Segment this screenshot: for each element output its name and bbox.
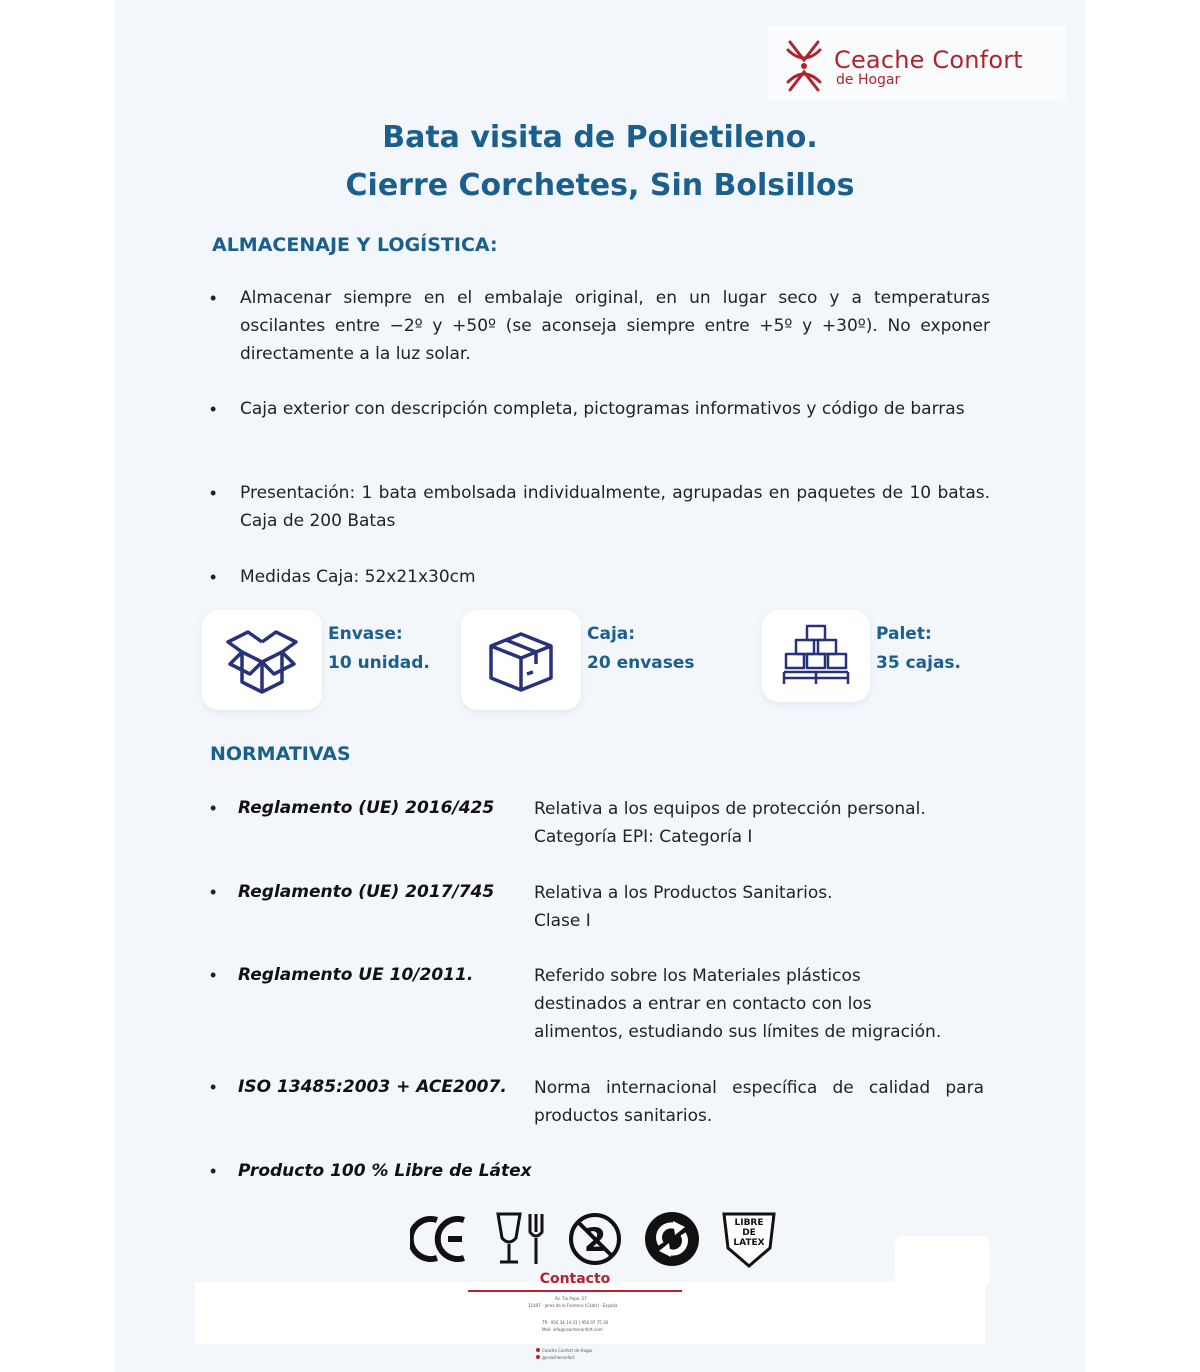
regulation-name: Reglamento (UE) 2016/425 [238,798,495,818]
regulation-line: Categoría EPI: Categoría I [534,827,753,847]
social-icon [536,1348,540,1352]
latex-badge-text: DE [742,1228,756,1238]
regulation-name: Reglamento (UE) 2017/745 [238,882,495,902]
list-item-text: Almacenar siempre en el embalaje original, en un lugar seco y a temperaturas oscilantes entre −2º y +50º (se aconseja siempre entre +5º y +30º). No exponer directamente a la luz solar. [240,288,990,364]
page-title-line2: Cierre Corchetes, Sin Bolsillos [345,168,855,203]
closed-box-icon [481,624,561,696]
latex-badge-text: LATEX [733,1238,765,1248]
regulations-heading: NORMATIVAS [210,743,351,765]
contact-social: Ceache Confort de Hogar [542,1348,593,1353]
regulation-line: alimentos, estudiando sus límites de migración. [534,1022,942,1042]
regulation-description [534,962,984,1046]
bullet-dot: • [210,288,217,308]
packaging-card-envase [202,610,322,710]
food-safe-icon [494,1208,552,1270]
bullet-dot: • [210,1077,217,1097]
contact-phone: Tfl.: 956 34 14 01 | 956 07 75 30 [542,1320,609,1325]
contact-social: @ceacheconfort [542,1355,575,1360]
open-box-icon [222,624,302,696]
brand-tagline: de Hogar [836,72,901,88]
ce-mark-icon [410,1208,468,1270]
pallet-icon [782,622,852,688]
list-item-text: Medidas Caja: 52x21x30cm [240,567,476,587]
regulation-line: Relativa a los equipos de protección personal. [534,799,926,819]
packaging-label: Palet: [876,624,932,644]
packaging-value: 20 envases [587,653,695,673]
page-title-line1: Bata visita de Polietileno. [382,120,818,155]
regulation-line: Clase I [534,911,591,931]
latex-free-icon [720,1208,778,1270]
packaging-label-envase [328,620,430,678]
packaging-value: 35 cajas. [876,653,961,673]
svg-text:2: 2 [583,1221,607,1259]
packaging-label: Envase: [328,624,403,644]
list-item-text: Caja exterior con descripción completa, pictogramas informativos y código de barras [240,399,965,419]
regulation-line: Referido sobre los Materiales plásticos [534,966,861,986]
bullet-dot: • [210,567,217,587]
regulation-name: Reglamento UE 10/2011. [238,965,474,985]
packaging-label: Caja: [587,624,636,644]
contact-title: Contacto [539,1271,611,1287]
contact-divider [468,1290,682,1292]
bullet-dot: • [210,882,217,902]
contact-address: 11407 - Jerez de la Frontera (Cádiz) - España [528,1303,618,1308]
regulation-name: Producto 100 % Libre de Látex [238,1161,532,1181]
bullet-dot: • [210,399,217,419]
brand-name: Ceache Confort [834,46,1023,74]
packaging-label-palet [876,620,961,678]
regulation-description: Norma internacional específica de calidad para productos sanitarios. [534,1078,984,1126]
social-icon [536,1355,540,1359]
storage-heading: ALMACENAJE Y LOGÍSTICA: [212,234,498,256]
latex-badge-text: LIBRE [734,1218,764,1228]
brand-logo [768,26,1066,100]
list-item-text: Presentación: 1 bata embolsada individualmente, agrupadas en paquetes de 10 batas. Caja de 200 Batas [240,483,990,531]
packaging-value: 10 unidad. [328,653,430,673]
packaging-card-caja [461,610,581,710]
bullet-dot: • [210,1161,217,1181]
bullet-dot: • [210,483,217,503]
regulation-line: destinados a entrar en contacto con los [534,994,872,1014]
recycle-icon [643,1208,701,1270]
bullet-dot: • [210,965,217,985]
single-use-icon [566,1208,624,1270]
bullet-dot: • [210,798,217,818]
regulation-description [534,879,984,935]
footer-patch [895,1236,990,1286]
contact-email: Mail: info@ceacheconfort.com [542,1327,603,1332]
brand-logo-mark-icon [784,38,824,94]
contact-address: Av. Tío Pepe, 27 [555,1296,587,1301]
regulation-line: Relativa a los Productos Sanitarios. [534,883,833,903]
packaging-card-palet [762,610,870,702]
packaging-label-caja [587,620,695,678]
regulation-description [534,795,984,851]
regulation-name: ISO 13485:2003 + ACE2007. [238,1077,507,1097]
